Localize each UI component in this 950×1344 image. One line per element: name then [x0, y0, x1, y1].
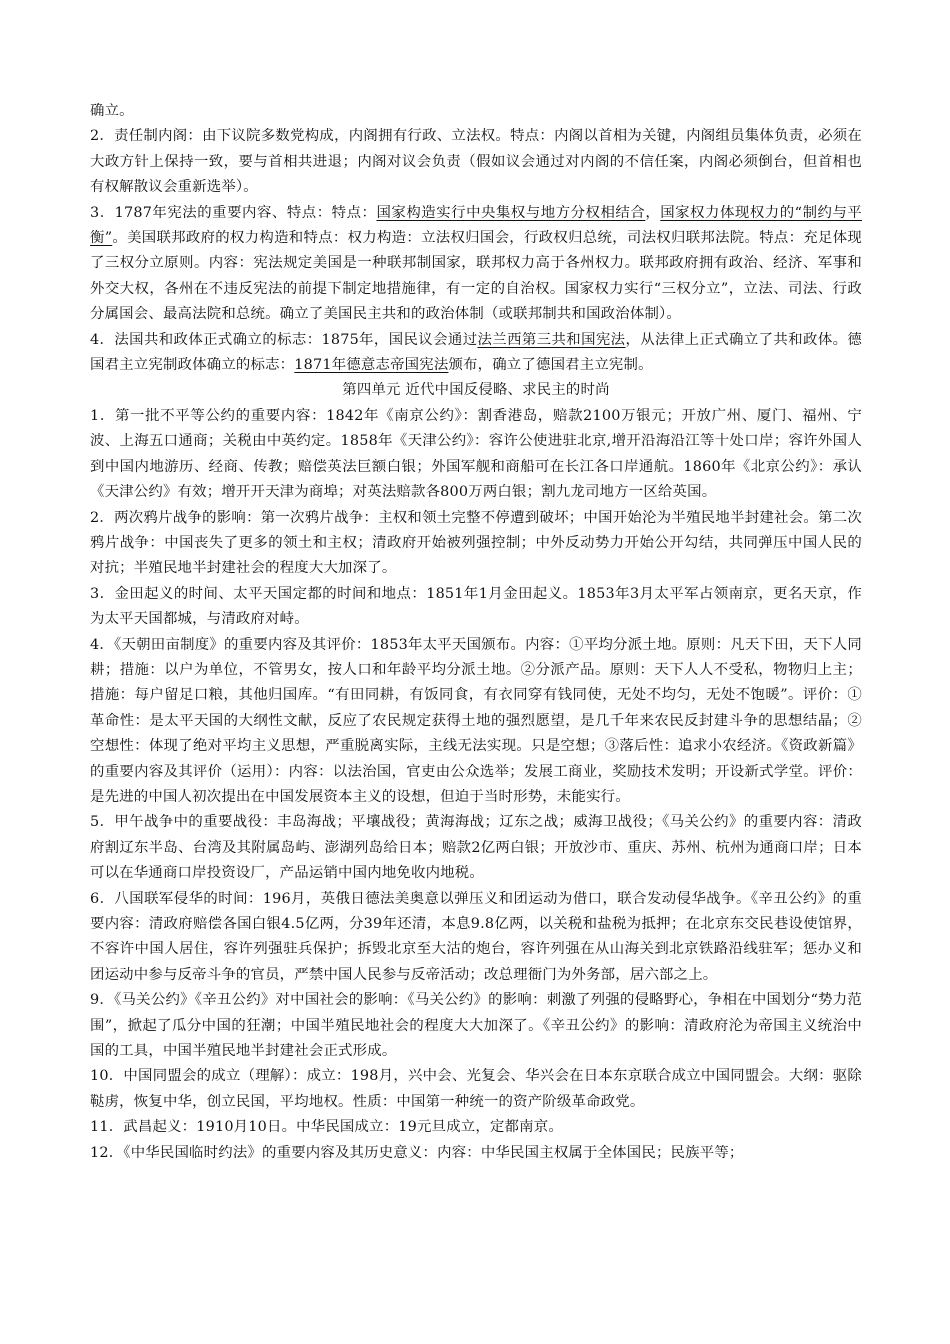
paragraph-unequal-treaties: 1．第一批不平等公约的重要内容：1842年《南京公约》：割香港岛，赔款2100万银元；开放广州、厦门、福州、宁波、上海五口通商；关税由中英约定。1858年《天津公约》：容许公使进驻北京,增开沿海沿江等十处口岸；容许外国人到中国内地游历、经商、传教；赔偿英法巨额白银；外国军舰和商船可在长江各口岸通航。1860年《北京公约》：承认《天津公约》有效；增开开天津为商埠；对英法赔款各800万两白银；割九龙司地方一区给英国。: [90, 407, 862, 501]
paragraph-responsible-cabinet: 2．责任制内阁：由下议院多数党构成，内阁拥有行政、立法权。特点：内阁以首相为关键，内阁组员集体负责，必须在大政方针上保持一致，要与首相共进退；内阁对议会负责（假如议会通过对内阁的不信任案，内阁必须倒台，但首相也有权解散议会重新选举）。: [90, 128, 862, 196]
paragraph-opium-wars: 2．两次鸦片战争的影响：第一次鸦片战争：主权和领土完整不停遭到破坏；中国开始沦为半殖民地半封建社会。第二次鸦片战争：中国丧失了更多的领土和主权；清政府开始被列强控制；中外反动势力开始公开勾结，共同弹压中国人民的对抗；半殖民地半封建社会的程度大大加深了。: [90, 509, 862, 577]
section-heading: 第四单元 近代中国反侵略、求民主的时尚: [342, 382, 610, 399]
document-page: [90, 99, 862, 1166]
underlined-phrase: 国家构造实行中央集权与地方分权相结合: [376, 204, 646, 221]
underlined-phrase: 法兰西第三共和国宪法: [477, 331, 626, 348]
underlined-phrase: 国家权力体现权力的“制约与平衡”: [90, 204, 862, 247]
paragraph-jintian-uprising: 3．金田起义的时间、太平天国定都的时间和地点：1851年1月金田起义。1853年3月太平军占领南京，更名天京，作为太平天国都城，与清政府对峙。: [90, 585, 862, 628]
paragraph-intro-end: 确立。: [90, 103, 134, 119]
paragraph-tongmenghui: 10．中国同盟会的成立（理解）：成立：198月，兴中会、光复会、华兴会在日本东京联合成立中国同盟会。大纲：驱除鞑虏，恢复中华，创立民国，平均地权。性质：中国第一种统一的资产阶级革命政党。: [90, 1068, 862, 1110]
paragraph-treaty-impacts: 9．《马关公约》《辛丑公约》对中国社会的影响：《马关公约》的影响：刺激了列强的侵略野心，争相在中国划分“势力范围”，掀起了瓜分中国的狂潮；中国半殖民地社会的程度大大加深了。《辛丑公约》的影响：清政府沦为帝国主义统治中国的工具，中国半殖民地半封建社会正式形成。: [90, 992, 862, 1060]
underlined-phrase: 1871年德意志帝国宪法: [294, 357, 449, 374]
paragraph-sino-japanese-war: 5．甲午战争中的重要战役：丰岛海战；平壤战役；黄海海战；辽东之战；威海卫战役；《马关公约》的重要内容：清政府割辽东半岛、台湾及其附属岛屿、澎湖列岛给日本；赔款2亿两白银；开放沙市、重庆、苏州、杭州为通商口岸；日本可以在华通商口岸投资设厂，产品运销中国内地免收内地税。: [90, 814, 862, 882]
paragraph-land-system: 4．《天朝田亩制度》的重要内容及其评价：1853年太平天国颁布。内容：①平均分派土地。原则：凡天下田，天下人同耕；措施：以户为单位，不管男女，按人口和年龄平均分派土地。②分派产品。原则：天下人人不受私，物物归上主；措施：每户留足口粮，其他归国库。“有田同耕，有饭同食，有衣同穿有钱同使，无处不均匀，无处不饱暖”。评价：①革命性：是太平天国的大纲性文献，反应了农民规定获得土地的强烈愿望，是几千年来农民反封建斗争的思想结晶；②空想性：体现了绝对平均主义思想，严重脱离实际，主线无法实现。只是空想；③落后性：追求小农经济。《资政新篇》的重要内容及其评价（运用）：内容：以法治国，官吏由公众选举；发展工商业，奖励技术发明；开设新式学堂。评价：是先进的中国人初次提出在中国发展资本主义的设想，但迫于当时形势，未能实行。: [90, 636, 862, 805]
paragraph-wuchang-uprising: 11．武昌起义：1910月10日。中华民国成立：19元旦成立，定都南京。: [90, 1119, 563, 1136]
paragraph-france-germany: 4．法国共和政体正式确立的标志：1875年，国民议会通过法兰西第三共和国宪法，从法律上正式确立了共和政体。德国君主立宪制政体确立的标志：1871年德意志帝国宪法颁布，确立了德国君主立宪制。: [90, 331, 862, 374]
paragraph-provisional-constitution: 12．《中华民国临时约法》的重要内容及其历史意义：内容：中华民国主权属于全体国民；民族平等；: [90, 1144, 744, 1161]
paragraph-eight-nation-alliance: 6．八国联军侵华的时间：196月，英俄日德法美奥意以弹压义和团运动为借口，联合发动侵华战争。《辛丑公约》的重要内容：清政府赔偿各国白银4.5亿两，分39年还清，本息9.8亿两，以关税和盐税为抵押；在北京东交民巷设使馆界，不容许中国人居住，容许列强驻兵保护；拆毁北京至大沽的炮台，容许列强在从山海关到北京铁路沿线驻军；惩办义和团运动中参与反帝斗争的官员，严禁中国人民参与反帝活动；改总理衙门为外务部，居六部之上。: [90, 890, 862, 983]
paragraph-1787-constitution: 3．1787年宪法的重要内容、特点：特点：国家构造实行中央集权与地方分权相结合，国家权力体现权力的“制约与平衡”。美国联邦政府的权力构造和特点：权力构造：立法权归国会，行政权归总统，司法权归联邦法院。特点：充足体现了三权分立原则。内容：宪法规定美国是一种联邦制国家，联邦权力高于各州权力。联邦政府拥有政治、经济、军事和外交大权，各州在不违反宪法的前提下制定地措施律，有一定的自治权。国家权力实行“三权分立”，立法、司法、行政分属国会、最高法院和总统。确立了美国民主共和的政治体制（或联邦制共和国政治体制）。: [90, 204, 862, 323]
